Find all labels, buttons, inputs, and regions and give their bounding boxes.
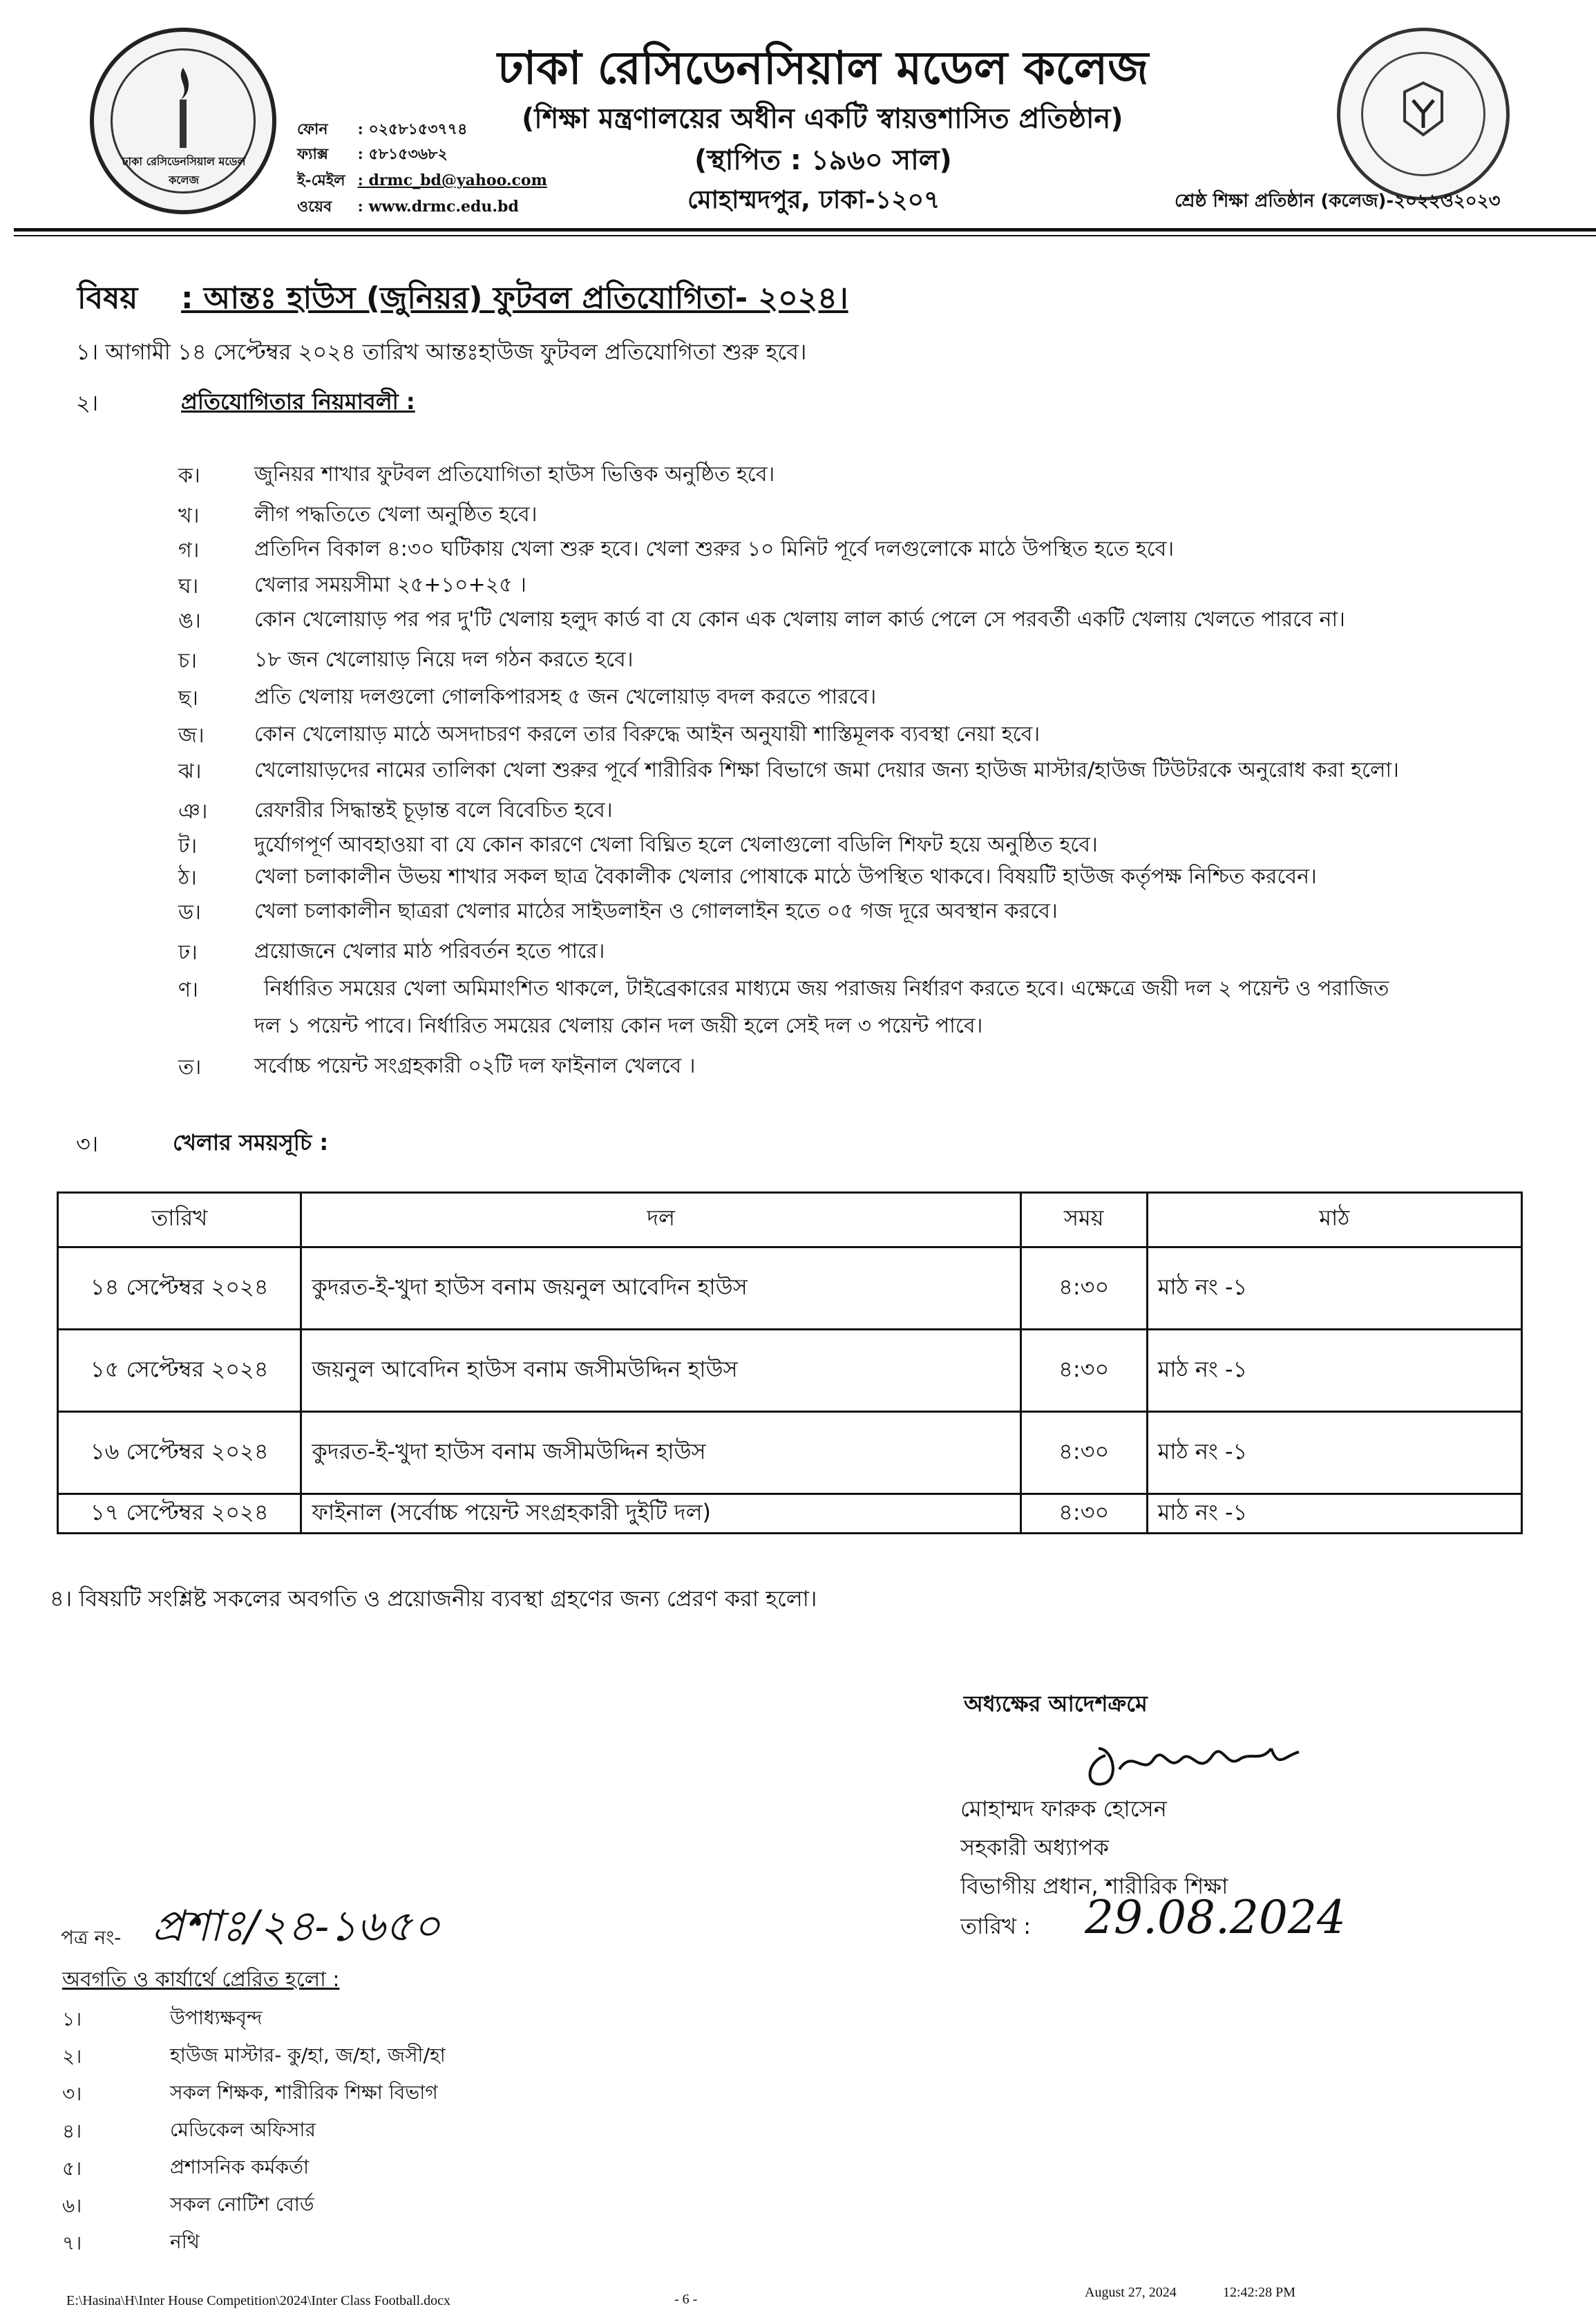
distribution-number: ৩। <box>62 2082 82 2105</box>
distribution-number: ২। <box>62 2045 82 2068</box>
memo-number: প্রশাঃ/২৪-১৬৫০ <box>152 1901 441 1951</box>
college-subtitle: (শিক্ষা মন্ত্রণালয়ের অধীন একটি স্বায়ত্তশাসিত প্রতিষ্ঠান) <box>522 103 1123 135</box>
header-divider-thin <box>14 235 1596 236</box>
contact-key: ফোন <box>297 120 328 138</box>
distribution-number: ৪। <box>62 2120 82 2142</box>
logo-text: ঢাকা রেসিডেনসিয়াল মডেল কলেজ <box>122 155 246 187</box>
rule-letter: ণ। <box>178 978 198 1002</box>
rule-letter: ঞ। <box>178 800 208 824</box>
rule-text-continued: দল ১ পয়েন্ট পাবে। নির্ধারিত সময়ের খেলায় কোন দল জয়ী হলে সেই দল ৩ পয়েন্ট পাবে। <box>254 1014 983 1038</box>
schedule-heading: খেলার সময়সূচি : <box>173 1129 329 1156</box>
rule-text: ১৮ জন খেলোয়াড় নিয়ে দল গঠন করতে হবে। <box>254 648 634 672</box>
handwritten-date: 29.08.2024 <box>1085 1891 1346 1944</box>
award-text: শ্রেষ্ঠ শিক্ষা প্রতিষ্ঠান (কলেজ)-২০২২ও২০২৩ <box>1175 191 1501 211</box>
distribution-heading: অবগতি ও কার্যার্থে প্রেরিত হলো : <box>62 1968 340 1992</box>
date-cell: ১৬ সেপ্টেম্বর ২০২৪ <box>58 1412 301 1494</box>
contact-key: ওয়েব <box>297 198 332 216</box>
date-cell: ১৫ সেপ্টেম্বর ২০২৪ <box>58 1330 301 1412</box>
column-header: মাঠ <box>1147 1193 1521 1247</box>
memo-label: পত্র নং- <box>61 1926 122 1949</box>
point-2-number: ২। <box>76 390 99 416</box>
header-divider <box>14 228 1596 232</box>
established-year: (স্থাপিত : ১৯৬০ সাল) <box>694 144 952 176</box>
rule-text: খেলা চলাকালীন ছাত্ররা খেলার মাঠের সাইডলাইন ও গোললাইন হতে ০৫ গজ দূরে অবস্থান করবে। <box>254 899 1058 923</box>
rule-letter: ছ। <box>178 686 198 710</box>
rule-letter: ঘ। <box>178 574 199 599</box>
contact-email <box>297 169 547 194</box>
torch-icon <box>171 66 195 149</box>
table-row <box>58 1247 1522 1330</box>
time-cell: ৪:৩০ <box>1020 1247 1147 1330</box>
footer-date: August 27, 2024 <box>1085 2285 1177 2300</box>
signatory-department: বিভাগীয় প্রধান, শারীরিক শিক্ষা <box>960 1873 1228 1899</box>
table-row <box>58 1412 1522 1494</box>
rule-text: লীগ পদ্ধতিতে খেলা অনুষ্ঠিত হবে। <box>254 502 538 527</box>
schedule-table <box>57 1191 1523 1534</box>
distribution-item: মেডিকেল অফিসার <box>170 2118 316 2141</box>
distribution-item: নথি <box>170 2230 200 2253</box>
date-cell: ১৪ সেপ্টেম্বর ২০২৪ <box>58 1247 301 1330</box>
college-address: মোহাম্মদপুর, ঢাকা-১২০৭ <box>687 186 940 214</box>
point-4 <box>50 1581 817 1619</box>
distribution-item: উপাধ্যক্ষবৃন্দ <box>170 2006 263 2029</box>
distribution-number: ১। <box>62 2008 82 2030</box>
rule-letter: খ। <box>178 504 200 528</box>
subject-label: বিষয় <box>77 281 138 316</box>
table-row <box>58 1494 1522 1534</box>
subject-value: : আন্তঃ হাউস (জুনিয়র) ফুটবল প্রতিযোগিতা- ২০২৪। <box>181 281 848 316</box>
contact-fax <box>297 142 448 168</box>
rule-letter: ঢ। <box>178 941 198 965</box>
rule-text: প্রতিদিন বিকাল ৪:৩০ ঘটিকায় খেলা শুরু হবে। খেলা শুরুর ১০ মিনিট পূর্বে দলগুলোকে মাঠে উপস্থিত হতে হবে। <box>254 537 1175 561</box>
website-link[interactable]: : www.drmc.edu.bd <box>357 198 519 216</box>
distribution-item: সকল শিক্ষক, শারীরিক শিক্ষা বিভাগ <box>170 2081 438 2104</box>
rule-letter: গ। <box>178 538 200 563</box>
teams-cell: ফাইনাল (সর্বোচ্চ পয়েন্ট সংগ্রহকারী দুইটি দল) <box>301 1494 1020 1534</box>
date-cell: ১৭ সেপ্টেম্বর ২০২৪ <box>58 1494 301 1534</box>
field-cell: মাঠ নং -১ <box>1147 1494 1521 1534</box>
college-logo-right <box>1337 28 1510 200</box>
rule-text: খেলোয়াড়দের নামের তালিকা খেলা শুরুর পূর্বে শারীরিক শিক্ষা বিভাগে জমা দেয়ার জন্য হাউজ মাস্টার/হাউজ টিউটরকে অনুরোধ করা হলো। <box>254 758 1399 782</box>
rule-letter: জ। <box>178 724 205 748</box>
point-number: ১। <box>76 339 99 365</box>
distribution-number: ৭। <box>62 2232 82 2254</box>
point-3-number: ৩। <box>76 1131 99 1157</box>
footer-page-number: - 6 - <box>674 2292 698 2307</box>
contact-value: : ০২৫৮১৫৩৭৭৪ <box>357 120 468 138</box>
contact-key: ই-মেইল <box>297 171 345 189</box>
signature-order: অধ্যক্ষের আদেশক্রমে <box>964 1690 1148 1717</box>
rule-letter: ঠ। <box>178 866 197 890</box>
column-header: তারিখ <box>58 1193 301 1247</box>
email-link[interactable]: : drmc_bd@yahoo.com <box>357 171 547 189</box>
handwritten-signature <box>1078 1721 1306 1797</box>
field-cell: মাঠ নং -১ <box>1147 1247 1521 1330</box>
rule-text: জুনিয়র শাখার ফুটবল প্রতিযোগিতা হাউস ভিত্তিক অনুষ্ঠিত হবে। <box>254 462 775 487</box>
rule-text: সর্বোচ্চ পয়েন্ট সংগ্রহকারী ০২টি দল ফাইনাল খেলবে । <box>254 1054 696 1078</box>
rule-letter: ঝ। <box>178 760 202 784</box>
rule-letter: ট। <box>178 834 198 858</box>
point-number: ৪। <box>50 1585 73 1612</box>
signatory-designation: সহকারী অধ্যাপক <box>960 1834 1109 1860</box>
college-name: ঢাকা রেসিডেনসিয়াল মডেল কলেজ <box>497 41 1149 95</box>
teams-cell: কুদরত-ই-খুদা হাউস বনাম জয়নুল আবেদিন হাউস <box>301 1247 1020 1330</box>
field-cell: মাঠ নং -১ <box>1147 1330 1521 1412</box>
column-header: সময় <box>1020 1193 1147 1247</box>
subject-line <box>77 275 848 326</box>
table-row <box>58 1330 1522 1412</box>
rule-text: প্রয়োজনে খেলার মাঠ পরিবর্তন হতে পারে। <box>254 939 605 963</box>
rule-letter: ঙ। <box>178 609 201 633</box>
time-cell: ৪:৩০ <box>1020 1330 1147 1412</box>
point-text: আগামী ১৪ সেপ্টেম্বর ২০২৪ তারিখ আন্তঃহাউজ ফুটবল প্রতিযোগিতা শুরু হবে। <box>105 339 807 365</box>
rule-text: খেলার সময়সীমা ২৫+১০+২৫ । <box>254 573 526 597</box>
rule-text: কোন খেলোয়াড় মাঠে অসদাচরণ করলে তার বিরুদ্ধে আইন অনুযায়ী শাস্তিমূলক ব্যবস্থা নেয়া হবে। <box>254 722 1041 746</box>
contact-value: : ৫৮১৫৩৬৮২ <box>357 145 448 163</box>
rule-text: রেফারীর সিদ্ধান্তই চূড়ান্ত বলে বিবেচিত হবে। <box>254 798 613 822</box>
rule-letter: চ। <box>178 649 197 673</box>
time-cell: ৪:৩০ <box>1020 1494 1147 1534</box>
distribution-number: ৫। <box>62 2157 82 2180</box>
date-label: তারিখ : <box>960 1913 1032 1939</box>
distribution-item: সকল নোটিশ বোর্ড <box>170 2193 314 2216</box>
time-cell: ৪:৩০ <box>1020 1412 1147 1494</box>
point-1 <box>76 334 806 372</box>
rule-text: কোন খেলোয়াড় পর পর দু'টি খেলায় হলুদ কার্ড বা যে কোন এক খেলায় লাল কার্ড পেলে সে পরবর্তী একটি খেলায় খেলতে পারবে না। <box>254 607 1345 632</box>
rule-text: প্রতি খেলায় দলগুলো গোলকিপারসহ ৫ জন খেলোয়াড় বদল করতে পারবে। <box>254 685 877 709</box>
rule-letter: ড। <box>178 901 201 925</box>
table-header-row <box>58 1193 1522 1247</box>
rules-heading: প্রতিযোগিতার নিয়মাবলী : <box>181 388 415 415</box>
rule-text: নির্ধারিত সময়ের খেলা অমিমাংশিত থাকলে, টাইব্রেকারের মাধ্যমে জয় পরাজয় নির্ধারণ করতে হবে। এক্ষেত্রে জয়ী দল ২ পয়েন্ট ও পরাজিত <box>264 977 1389 1001</box>
teams-cell: কুদরত-ই-খুদা হাউস বনাম জসীমউদ্দিন হাউস <box>301 1412 1020 1494</box>
contact-web <box>297 195 519 220</box>
book-emblem-icon <box>1399 79 1447 142</box>
rule-text: দুর্যোগপূর্ণ আবহাওয়া বা যে কোন কারণে খেলা বিঘ্নিত হলে খেলাগুলো বডিলি শিফট হয়ে অনুষ্ঠিত হবে। <box>254 833 1098 857</box>
signatory-name: মোহাম্মদ ফারুক হোসেন <box>960 1796 1167 1822</box>
field-cell: মাঠ নং -১ <box>1147 1412 1521 1494</box>
point-text: বিষয়টি সংশ্লিষ্ট সকলের অবগতি ও প্রয়োজনীয় ব্যবস্থা গ্রহণের জন্য প্রেরণ করা হলো। <box>79 1585 817 1612</box>
column-header: দল <box>301 1193 1020 1247</box>
rule-letter: ত। <box>178 1055 202 1080</box>
rule-letter: ক। <box>178 464 200 488</box>
distribution-item: প্রশাসনিক কর্মকর্তা <box>170 2156 310 2178</box>
footer-file-path: E:\Hasina\H\Inter House Competition\2024\Inter Class Football.docx <box>66 2293 451 2308</box>
college-logo-left <box>90 28 276 214</box>
contact-phone <box>297 117 467 143</box>
contact-key: ফ্যাক্স <box>297 145 329 163</box>
footer-time: 12:42:28 PM <box>1223 2285 1296 2300</box>
distribution-item: হাউজ মাস্টার- কু/হা, জ/হা, জসী/হা <box>170 2044 446 2066</box>
rule-text: খেলা চলাকালীন উভয় শাখার সকল ছাত্র বৈকালীক খেলার পোষাকে মাঠে উপস্থিত থাকবে। বিষয়টি হাউজ কর্তৃপক্ষ নিশ্চিত করবেন। <box>254 865 1317 889</box>
distribution-number: ৬। <box>62 2194 82 2217</box>
teams-cell: জয়নুল আবেদিন হাউস বনাম জসীমউদ্দিন হাউস <box>301 1330 1020 1412</box>
